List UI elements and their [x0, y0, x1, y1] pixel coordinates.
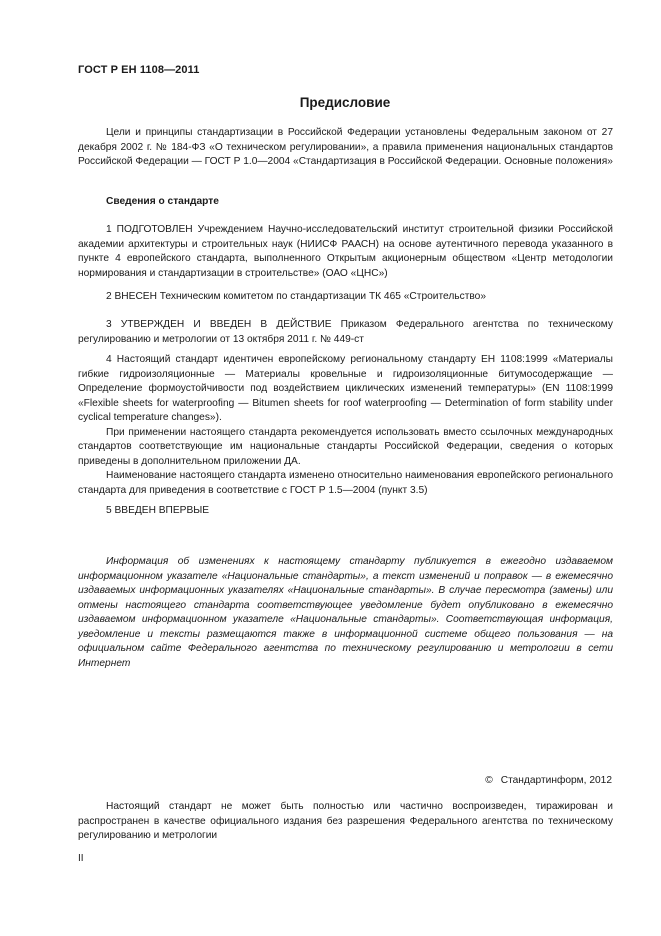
- item-2-paragraph: 2 ВНЕСЕН Техническим комитетом по стандартизации ТК 465 «Строительство»: [106, 291, 486, 302]
- item-4-paragraph-2: При применении настоящего стандарта рекомендуется использовать вместо ссылочных международных стандартов соответствующие им национальные стандарты Российской Федерации, сведения о которых приведены в дополнительном приложении ДА.: [78, 426, 613, 467]
- item-4-block: [78, 353, 613, 498]
- item-5-block: [78, 504, 613, 519]
- intro-paragraph-block: [78, 126, 613, 170]
- item-5-paragraph: 5 ВВЕДЕН ВПЕРВЫЕ: [106, 505, 210, 516]
- copyright-line: [485, 775, 612, 786]
- item-4-paragraph-1: 4 Настоящий стандарт идентичен европейскому региональному стандарту ЕН 1108:1999 «Материалы гибкие гидроизоляционные — Материалы кровельные и гидроизоляционные битумосодержащие — Определение формоустойчивости под воздействием циклических изменений температуры» (EN 1108:1999 «Flexible sheets for waterproofing — Bitumen sheets for roof waterproofing — Determination of form stability under cyclical temperature changes»).: [78, 354, 613, 423]
- item-2-block: [78, 290, 613, 305]
- item-1-block: [78, 223, 613, 281]
- copyright-text: Стандартинформ, 2012: [500, 775, 612, 786]
- page-title: Предисловие: [299, 95, 391, 110]
- document-code: ГОСТ Р ЕН 1108—2011: [78, 64, 200, 76]
- notice-paragraph: Информация об изменениях к настоящему стандарту публикуется в ежегодно издаваемом информационном указателе «Национальные стандарты», а текст изменений и поправок — в ежемесячно издаваемых информационных указателях «Национальные стандарты». В случае пересмотра (замены) или отмены настоящего стандарта соответствующее уведомление будет опубликовано в ежемесячно издаваемом информационном указателе «Национальные стандарты». Соответствующая информация, уведомление и тексты размещаются также в информационной системе общего пользования — на официальном сайте Федерального агентства по техническому регулированию и метрологии в сети Интернет: [78, 556, 613, 669]
- item-3-block: [78, 318, 613, 347]
- item-4-paragraph-3: Наименование настоящего стандарта изменено относительно наименования европейского регионального стандарта для приведения в соответствие с ГОСТ Р 1.5—2004 (пункт 3.5): [78, 470, 613, 496]
- intro-paragraph: Цели и принципы стандартизации в Российской Федерации установлены Федеральным законом от 27 декабря 2002 г. № 184-ФЗ «О техническом регулировании», а правила применения национальных стандартов Российской Федерации — ГОСТ Р 1.0—2004 «Стандартизация в Российской Федерации. Основные положения»: [78, 127, 613, 167]
- item-1-paragraph: 1 ПОДГОТОВЛЕН Учреждением Научно-исследовательский институт строительной физики Российской академии архитектуры и строительных наук (НИИСФ РААСН) на основе аутентичного перевода указанного в пункте 4 европейского стандарта, выполненного Открытым акционерным обществом «Центр методологии нормирования и стандартизации в строительстве» (ОАО «ЦНС»): [78, 224, 613, 279]
- copyright-symbol: ©: [485, 775, 493, 786]
- rights-paragraph: Настоящий стандарт не может быть полностью или частично воспроизведен, тиражирован и распространен в качестве официального издания без разрешения Федерального агентства по техническому регулированию и метрологии: [78, 801, 613, 841]
- rights-block: [78, 800, 613, 844]
- notice-block: [78, 555, 613, 671]
- item-3-paragraph: 3 УТВЕРЖДЕН И ВВЕДЕН В ДЕЙСТВИЕ Приказом Федерального агентства по техническому регулированию и метрологии от 13 октября 2011 г. № 449-ст: [78, 319, 613, 345]
- info-heading: Сведения о стандарте: [106, 196, 219, 207]
- page-number: II: [78, 853, 84, 864]
